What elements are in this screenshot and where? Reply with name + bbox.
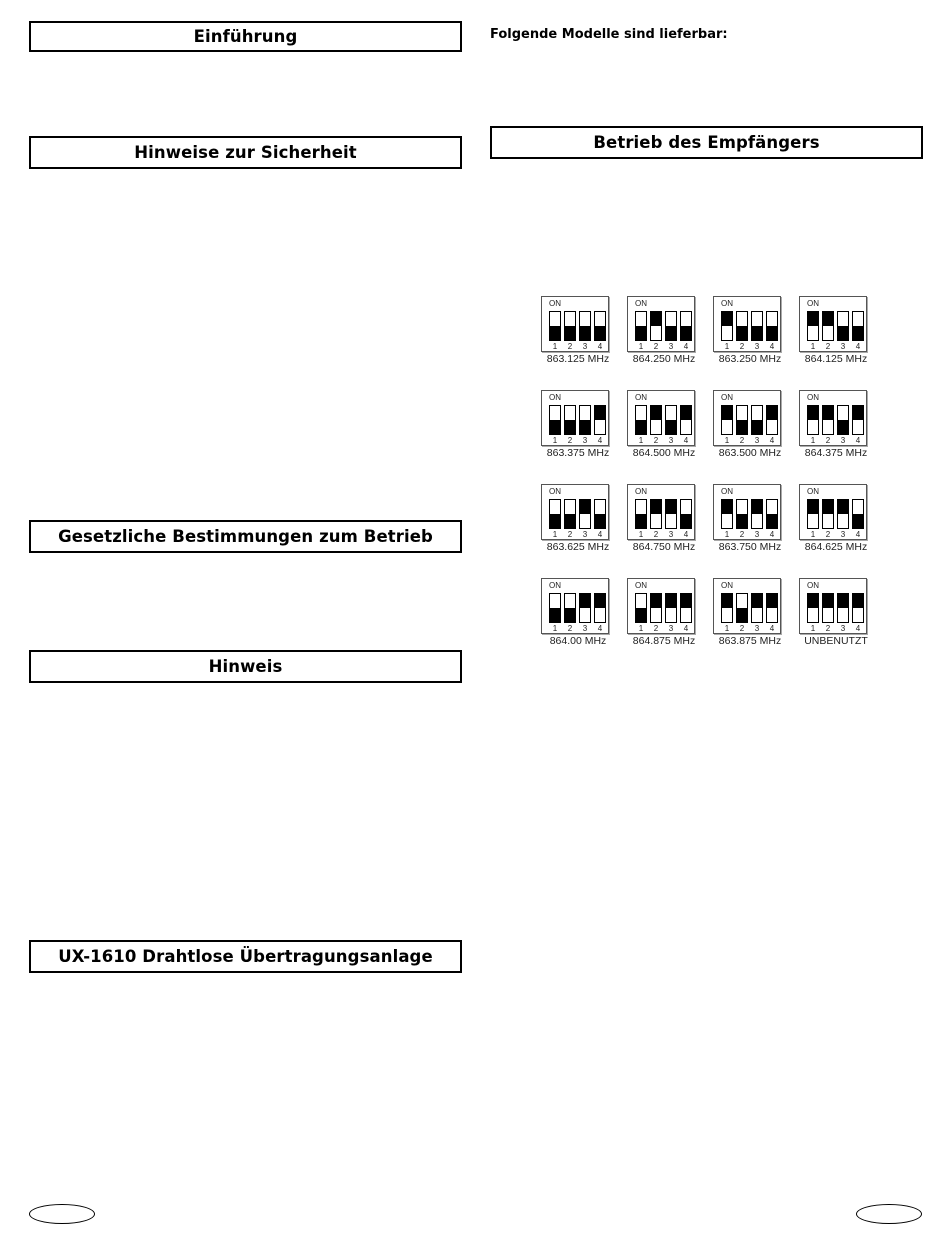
dip-lever-knob xyxy=(838,594,848,608)
dip-lever-knob xyxy=(722,500,732,514)
heading-einfuehrung: Einführung xyxy=(29,21,462,52)
dip-position-number: 3 xyxy=(668,624,674,633)
dip-position-number: 1 xyxy=(810,624,816,633)
dip-position-number: 3 xyxy=(668,342,674,351)
dip-position-number: 1 xyxy=(810,342,816,351)
dip-lever-2-on xyxy=(822,593,834,623)
dip-frequency-label: 863.750 MHz xyxy=(718,541,782,553)
dip-lever-3-on xyxy=(751,499,763,529)
dip-lever-1-off xyxy=(549,311,561,341)
dip-on-label: ON xyxy=(549,393,561,402)
dip-position-number: 1 xyxy=(724,624,730,633)
dip-position-number: 2 xyxy=(653,530,659,539)
dip-setting xyxy=(624,390,710,458)
dip-switch-diagram xyxy=(713,296,781,352)
dip-position-number: 4 xyxy=(683,342,689,351)
dip-lever-2-on xyxy=(650,593,662,623)
dip-position-number: 2 xyxy=(653,624,659,633)
dip-position-number: 1 xyxy=(810,436,816,445)
dip-lever-3-on xyxy=(579,593,591,623)
dip-lever-1-on xyxy=(721,311,733,341)
dip-lever-2-off xyxy=(736,499,748,529)
dip-lever-1-on xyxy=(721,405,733,435)
dip-lever-1-off xyxy=(635,405,647,435)
dip-setting xyxy=(710,390,796,458)
dip-lever-knob xyxy=(752,420,762,434)
dip-position-number: 3 xyxy=(840,436,846,445)
dip-position-number: 1 xyxy=(552,530,558,539)
dip-lever-knob xyxy=(651,594,661,608)
dip-position-number: 3 xyxy=(754,624,760,633)
page-number-oval-left xyxy=(29,1204,95,1224)
dip-lever-3-on xyxy=(579,499,591,529)
dip-lever-knob xyxy=(651,500,661,514)
dip-setting xyxy=(710,578,796,646)
dip-lever-knob xyxy=(853,326,863,340)
dip-switch-diagram xyxy=(541,578,609,634)
dip-lever-4-on xyxy=(594,405,606,435)
dip-lever-knob xyxy=(565,608,575,622)
dip-setting xyxy=(624,578,710,646)
dip-lever-2-on xyxy=(822,499,834,529)
dip-position-number: 3 xyxy=(840,530,846,539)
dip-position-number: 4 xyxy=(597,342,603,351)
dip-lever-knob xyxy=(752,326,762,340)
dip-lever-knob xyxy=(767,594,777,608)
dip-lever-2-off xyxy=(564,405,576,435)
dip-position-number: 1 xyxy=(638,530,644,539)
dip-frequency-label: 863.875 MHz xyxy=(718,635,782,647)
dip-lever-1-off xyxy=(549,499,561,529)
dip-lever-knob xyxy=(565,326,575,340)
dip-position-number: 4 xyxy=(597,436,603,445)
dip-lever-knob xyxy=(666,500,676,514)
dip-lever-3-on xyxy=(837,499,849,529)
dip-frequency-label: 864.500 MHz xyxy=(632,447,696,459)
dip-lever-knob xyxy=(550,420,560,434)
dip-position-number: 2 xyxy=(825,530,831,539)
dip-lever-1-off xyxy=(635,593,647,623)
dip-position-number: 2 xyxy=(567,624,573,633)
dip-lever-knob xyxy=(580,594,590,608)
heading-sicherheit: Hinweise zur Sicherheit xyxy=(29,136,462,169)
dip-lever-knob xyxy=(651,406,661,420)
dip-on-label: ON xyxy=(807,393,819,402)
dip-on-label: ON xyxy=(721,487,733,496)
dip-position-number: 2 xyxy=(567,530,573,539)
dip-lever-knob xyxy=(550,608,560,622)
dip-switch-diagram xyxy=(541,296,609,352)
dip-switch-diagram xyxy=(627,296,695,352)
dip-lever-knob xyxy=(580,500,590,514)
dip-lever-knob xyxy=(838,500,848,514)
dip-on-label: ON xyxy=(549,487,561,496)
dip-lever-2-on xyxy=(822,311,834,341)
dip-position-number: 4 xyxy=(683,530,689,539)
dip-position-number: 2 xyxy=(739,530,745,539)
dip-lever-knob xyxy=(636,420,646,434)
dip-on-label: ON xyxy=(635,487,647,496)
dip-setting xyxy=(624,296,710,364)
dip-lever-knob xyxy=(550,326,560,340)
dip-switch-diagram xyxy=(799,390,867,446)
dip-lever-knob xyxy=(636,326,646,340)
dip-on-label: ON xyxy=(549,581,561,590)
dip-frequency-label: 863.250 MHz xyxy=(718,353,782,365)
dip-position-number: 2 xyxy=(653,342,659,351)
dip-frequency-label: 863.125 MHz xyxy=(546,353,610,365)
dip-position-number: 2 xyxy=(739,436,745,445)
dip-position-number: 4 xyxy=(855,530,861,539)
dip-switch-diagram xyxy=(627,578,695,634)
dip-lever-1-off xyxy=(549,593,561,623)
dip-position-number: 4 xyxy=(855,342,861,351)
dip-position-number: 1 xyxy=(552,624,558,633)
dip-lever-2-off xyxy=(736,593,748,623)
dip-lever-knob xyxy=(808,312,818,326)
dip-lever-knob xyxy=(823,406,833,420)
dip-lever-4-on xyxy=(852,593,864,623)
dip-lever-3-on xyxy=(837,593,849,623)
dip-switch-chart xyxy=(538,296,882,646)
dip-lever-2-on xyxy=(822,405,834,435)
dip-lever-3-off xyxy=(579,405,591,435)
dip-lever-4-on xyxy=(680,593,692,623)
dip-position-number: 3 xyxy=(582,342,588,351)
dip-lever-knob xyxy=(636,608,646,622)
dip-lever-knob xyxy=(722,594,732,608)
dip-position-number: 4 xyxy=(683,436,689,445)
dip-lever-4-off xyxy=(852,499,864,529)
dip-lever-knob xyxy=(853,406,863,420)
dip-lever-4-on xyxy=(680,405,692,435)
dip-lever-knob xyxy=(595,594,605,608)
dip-lever-knob xyxy=(823,500,833,514)
dip-lever-knob xyxy=(666,594,676,608)
dip-lever-3-off xyxy=(579,311,591,341)
dip-lever-2-off xyxy=(564,593,576,623)
dip-lever-1-off xyxy=(635,311,647,341)
dip-position-number: 1 xyxy=(724,436,730,445)
dip-on-label: ON xyxy=(807,581,819,590)
dip-position-number: 4 xyxy=(769,530,775,539)
dip-lever-knob xyxy=(767,514,777,528)
dip-position-number: 4 xyxy=(855,624,861,633)
dip-position-number: 1 xyxy=(552,342,558,351)
dip-position-number: 1 xyxy=(724,530,730,539)
dip-switch-diagram xyxy=(541,390,609,446)
dip-switch-diagram xyxy=(799,484,867,540)
dip-on-label: ON xyxy=(721,393,733,402)
dip-lever-3-off xyxy=(751,405,763,435)
dip-switch-diagram xyxy=(627,390,695,446)
dip-lever-knob xyxy=(550,514,560,528)
dip-setting xyxy=(538,484,624,552)
dip-lever-knob xyxy=(737,326,747,340)
dip-setting xyxy=(710,484,796,552)
dip-position-number: 3 xyxy=(840,342,846,351)
dip-setting xyxy=(538,390,624,458)
dip-frequency-label: 864.375 MHz xyxy=(804,447,868,459)
dip-position-number: 1 xyxy=(638,436,644,445)
dip-frequency-label: 863.500 MHz xyxy=(718,447,782,459)
dip-frequency-label: 864.250 MHz xyxy=(632,353,696,365)
dip-lever-knob xyxy=(565,420,575,434)
dip-lever-knob xyxy=(823,594,833,608)
dip-lever-knob xyxy=(808,594,818,608)
dip-switch-diagram xyxy=(713,484,781,540)
dip-lever-4-on xyxy=(852,405,864,435)
dip-on-label: ON xyxy=(807,487,819,496)
dip-switch-diagram xyxy=(627,484,695,540)
dip-position-number: 3 xyxy=(582,624,588,633)
dip-lever-knob xyxy=(853,594,863,608)
dip-lever-knob xyxy=(752,500,762,514)
dip-lever-knob xyxy=(722,312,732,326)
dip-lever-knob xyxy=(595,514,605,528)
dip-position-number: 2 xyxy=(653,436,659,445)
dip-lever-4-off xyxy=(680,311,692,341)
dip-position-number: 3 xyxy=(754,530,760,539)
dip-lever-knob xyxy=(595,326,605,340)
dip-lever-knob xyxy=(737,420,747,434)
dip-position-number: 2 xyxy=(739,624,745,633)
dip-position-number: 2 xyxy=(825,624,831,633)
dip-position-number: 2 xyxy=(567,436,573,445)
dip-lever-knob xyxy=(580,326,590,340)
dip-frequency-label: 863.625 MHz xyxy=(546,541,610,553)
dip-frequency-label: 864.875 MHz xyxy=(632,635,696,647)
dip-lever-2-on xyxy=(650,311,662,341)
dip-lever-3-on xyxy=(665,593,677,623)
dip-lever-knob xyxy=(737,608,747,622)
dip-lever-2-off xyxy=(564,499,576,529)
dip-setting xyxy=(710,296,796,364)
dip-setting xyxy=(538,578,624,646)
dip-lever-knob xyxy=(651,312,661,326)
dip-position-number: 4 xyxy=(597,530,603,539)
dip-lever-3-off xyxy=(665,405,677,435)
dip-position-number: 1 xyxy=(810,530,816,539)
dip-position-number: 4 xyxy=(597,624,603,633)
dip-lever-4-off xyxy=(594,311,606,341)
dip-switch-diagram xyxy=(799,296,867,352)
dip-lever-knob xyxy=(595,406,605,420)
dip-lever-2-on xyxy=(650,499,662,529)
dip-lever-knob xyxy=(752,594,762,608)
dip-lever-3-off xyxy=(837,311,849,341)
dip-position-number: 2 xyxy=(825,436,831,445)
dip-lever-3-off xyxy=(665,311,677,341)
dip-lever-knob xyxy=(838,326,848,340)
dip-position-number: 4 xyxy=(769,436,775,445)
dip-on-label: ON xyxy=(721,581,733,590)
dip-lever-knob xyxy=(681,594,691,608)
dip-lever-3-on xyxy=(665,499,677,529)
dip-setting xyxy=(538,296,624,364)
dip-position-number: 2 xyxy=(567,342,573,351)
dip-switch-diagram xyxy=(541,484,609,540)
dip-lever-2-off xyxy=(736,405,748,435)
dip-lever-4-on xyxy=(766,593,778,623)
dip-setting xyxy=(624,484,710,552)
dip-lever-knob xyxy=(767,406,777,420)
dip-lever-1-off xyxy=(549,405,561,435)
dip-frequency-label: UNBENUTZT xyxy=(804,635,868,647)
dip-frequency-label: 864.125 MHz xyxy=(804,353,868,365)
heading-gesetzliche-bestimmungen: Gesetzliche Bestimmungen zum Betrieb xyxy=(29,520,462,553)
dip-lever-knob xyxy=(681,326,691,340)
heading-hinweis: Hinweis xyxy=(29,650,462,683)
dip-lever-knob xyxy=(808,406,818,420)
dip-position-number: 4 xyxy=(769,342,775,351)
dip-lever-4-off xyxy=(680,499,692,529)
dip-position-number: 2 xyxy=(739,342,745,351)
dip-lever-1-on xyxy=(721,593,733,623)
heading-ux1610-anlage: UX-1610 Drahtlose Übertragungsanlage xyxy=(29,940,462,973)
dip-lever-knob xyxy=(636,514,646,528)
dip-position-number: 3 xyxy=(668,530,674,539)
dip-setting xyxy=(796,296,882,364)
dip-lever-1-on xyxy=(721,499,733,529)
dip-lever-2-off xyxy=(736,311,748,341)
dip-lever-knob xyxy=(580,420,590,434)
dip-lever-3-off xyxy=(837,405,849,435)
dip-position-number: 4 xyxy=(683,624,689,633)
page-number-oval-right xyxy=(856,1204,922,1224)
dip-switch-diagram xyxy=(713,390,781,446)
dip-position-number: 1 xyxy=(638,342,644,351)
dip-setting xyxy=(796,578,882,646)
dip-lever-3-on xyxy=(751,593,763,623)
dip-on-label: ON xyxy=(635,581,647,590)
dip-lever-knob xyxy=(838,420,848,434)
dip-lever-knob xyxy=(666,420,676,434)
dip-lever-knob xyxy=(722,406,732,420)
dip-lever-1-on xyxy=(807,593,819,623)
dip-setting xyxy=(796,484,882,552)
dip-lever-knob xyxy=(823,312,833,326)
dip-position-number: 3 xyxy=(840,624,846,633)
dip-lever-4-off xyxy=(594,499,606,529)
dip-position-number: 3 xyxy=(754,342,760,351)
models-available-text: Folgende Modelle sind lieferbar: xyxy=(490,27,728,42)
dip-position-number: 1 xyxy=(552,436,558,445)
dip-lever-4-off xyxy=(766,499,778,529)
dip-lever-1-on xyxy=(807,405,819,435)
dip-on-label: ON xyxy=(721,299,733,308)
dip-lever-knob xyxy=(681,514,691,528)
dip-setting xyxy=(796,390,882,458)
dip-position-number: 1 xyxy=(638,624,644,633)
dip-position-number: 2 xyxy=(825,342,831,351)
dip-lever-knob xyxy=(808,500,818,514)
dip-lever-1-on xyxy=(807,499,819,529)
dip-switch-diagram xyxy=(799,578,867,634)
dip-lever-3-off xyxy=(751,311,763,341)
dip-position-number: 3 xyxy=(668,436,674,445)
dip-frequency-label: 864.00 MHz xyxy=(549,635,607,647)
dip-lever-knob xyxy=(853,514,863,528)
dip-lever-knob xyxy=(737,514,747,528)
dip-lever-4-on xyxy=(766,405,778,435)
dip-position-number: 4 xyxy=(855,436,861,445)
dip-lever-2-on xyxy=(650,405,662,435)
dip-lever-2-off xyxy=(564,311,576,341)
dip-switch-diagram xyxy=(713,578,781,634)
dip-lever-1-on xyxy=(807,311,819,341)
dip-position-number: 3 xyxy=(582,530,588,539)
dip-lever-4-off xyxy=(852,311,864,341)
dip-lever-knob xyxy=(767,326,777,340)
dip-position-number: 3 xyxy=(582,436,588,445)
dip-lever-1-off xyxy=(635,499,647,529)
dip-frequency-label: 864.750 MHz xyxy=(632,541,696,553)
dip-lever-knob xyxy=(666,326,676,340)
dip-lever-4-off xyxy=(766,311,778,341)
dip-on-label: ON xyxy=(807,299,819,308)
dip-on-label: ON xyxy=(635,393,647,402)
dip-position-number: 1 xyxy=(724,342,730,351)
dip-lever-4-on xyxy=(594,593,606,623)
heading-betrieb-empfaenger: Betrieb des Empfängers xyxy=(490,126,923,159)
dip-frequency-label: 863.375 MHz xyxy=(546,447,610,459)
dip-lever-knob xyxy=(565,514,575,528)
dip-frequency-label: 864.625 MHz xyxy=(804,541,868,553)
dip-on-label: ON xyxy=(635,299,647,308)
dip-position-number: 3 xyxy=(754,436,760,445)
dip-lever-knob xyxy=(681,406,691,420)
dip-on-label: ON xyxy=(549,299,561,308)
dip-position-number: 4 xyxy=(769,624,775,633)
